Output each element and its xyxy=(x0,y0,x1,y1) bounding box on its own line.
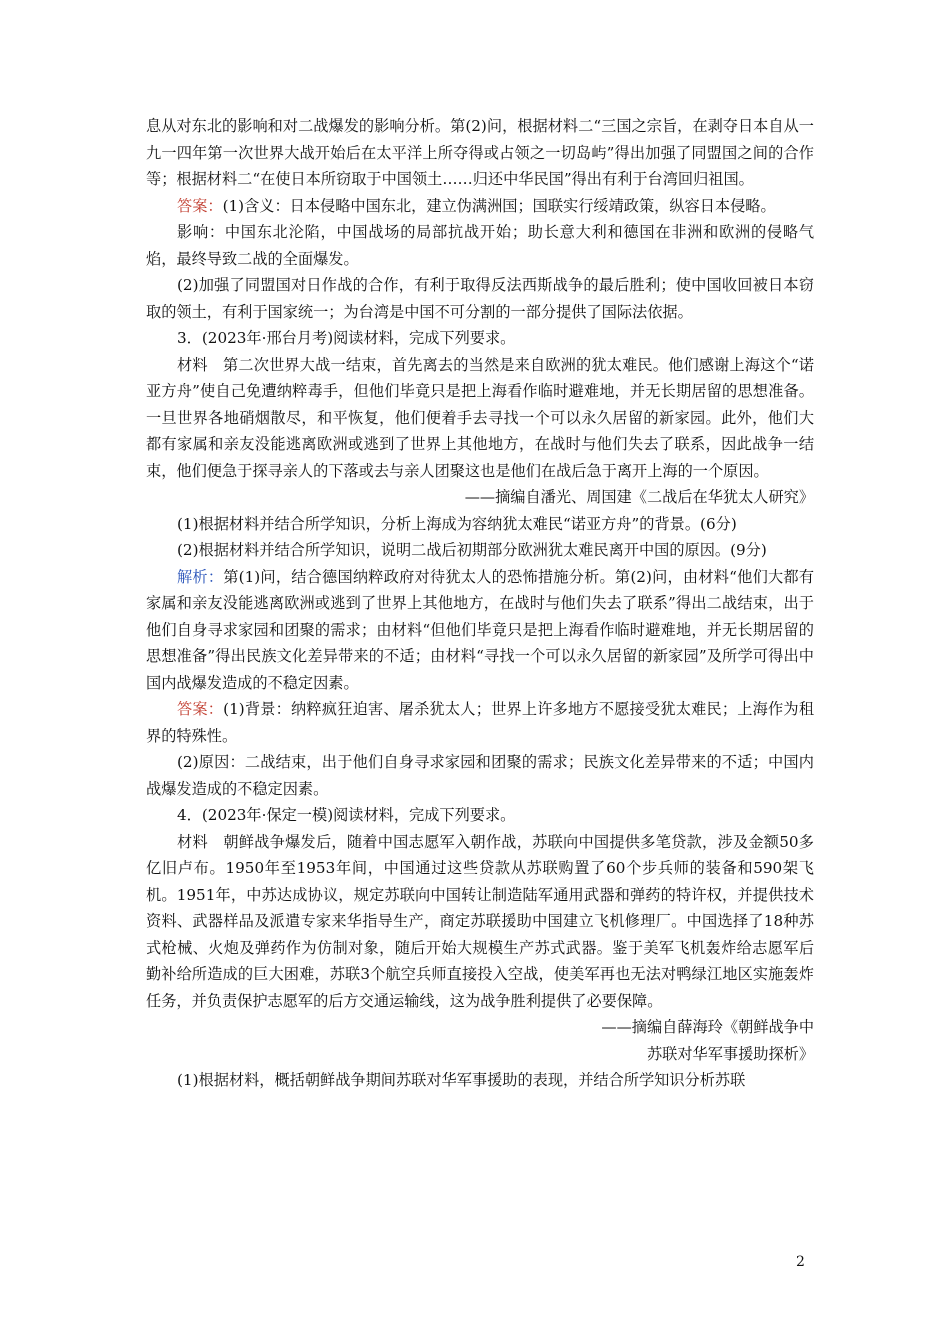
material-source: ——摘编自潘光、周国建《二战后在华犹太人研究》 xyxy=(464,488,814,506)
material-paragraph: 材料 朝鲜战争爆发后，随着中国志愿军入朝作战，苏联向中国提供多笔贷款，涉及金额50多亿旧卢布。1950年至1953年间，中国通过这些贷款从苏联购置了60个步兵师的装备和590架飞机。1951年，中苏达成协议，规定苏联向中国转让制造陆军通用武器和弹药的特许权，并提供技术资料、武器样品及派遣专家来华指导生产，商定苏联援助中国建立飞机修理厂。中国选择了18种苏式枪械、火炮及弹药作为仿制对象，随后开始大规模生产苏式武器。鉴于美军飞机轰炸给志愿军后勤补给所造成的巨大困难，苏联3个航空兵师直接投入空战，使美军再也无法对鸭绿江地区实施轰炸任务，并负责保护志愿军的后方交通运输线，这为战争胜利提供了必要保障。 xyxy=(146,832,814,1010)
answer-text: (1)背景：纳粹疯狂迫害、屠杀犹太人；世界上许多地方不愿接受犹太难民；上海作为租界的特殊性。 xyxy=(146,700,815,745)
answer-text: (1)含义：日本侵略中国东北，建立伪满洲国；国联实行绥靖政策，纵容日本侵略。 xyxy=(222,196,776,215)
answer-paragraph: 影响：中国东北沦陷，中国战场的局部抗战开始；助长意大利和德国在非洲和欧洲的侵略气焰，最终导致二战的全面爆发。 xyxy=(146,223,814,268)
analysis-text: 第(1)问，结合德国纳粹政府对待犹太人的恐怖措施分析。第(2)问，由材料“他们大都有家属和亲友没能逃离欧洲或逃到了世界上其他地方，在战时与他们失去了联系”得出二战结束，出于他们自身寻求家园和团聚的需求；由材料“但他们毕竟只是把上海看作临时避难地，并无长期居留的思想准备”得出民族文化差异带来的不适；由材料“寻找一个可以永久居留的新家园”及所学可得出中国内战爆发造成的不稳定因素。 xyxy=(146,567,815,692)
material-source: ——摘编自薛海玲《朝鲜战争中 xyxy=(601,1018,814,1036)
paragraph: 息从对东北的影响和对二战爆发的影响分析。第(2)问，根据材料二“三国之宗旨，在剥夺日本自从一九一四年第一次世界大战开始后在太平洋上所夺得或占领之一切岛屿”得出加强了同盟国之间的合作等；根据材料二“在使日本所窃取于中国领土……归还中华民国”得出有利于台湾回归祖国。 xyxy=(146,117,814,188)
analysis-label: 解析： xyxy=(177,567,224,586)
document-page xyxy=(146,113,814,1094)
answer-paragraph xyxy=(146,193,814,220)
analysis-paragraph xyxy=(146,564,814,697)
answer-label: 答案： xyxy=(177,700,224,718)
sub-question: (2)根据材料并结合所学知识，说明二战后初期部分欧洲犹太难民离开中国的原因。(9分) xyxy=(177,541,767,559)
page-number: 2 xyxy=(796,1254,805,1270)
answer-paragraph xyxy=(146,696,814,749)
sub-question: (1)根据材料，概括朝鲜战争期间苏联对华军事援助的表现，并结合所学知识分析苏联 xyxy=(177,1071,746,1089)
answer-paragraph: (2)原因：二战结束，出于他们自身寻求家园和团聚的需求；民族文化差异带来的不适；中国内战爆发造成的不稳定因素。 xyxy=(146,753,814,798)
question-title: 4．(2023年·保定一模)阅读材料，完成下列要求。 xyxy=(177,806,516,824)
material-paragraph: 材料 第二次世界大战一结束，首先离去的当然是来自欧洲的犹太难民。他们感谢上海这个“诺亚方舟”使自己免遭纳粹毒手，但他们毕竟只是把上海看作临时避难地，并无长期居留的思想准备。一旦世界各地硝烟散尽，和平恢复，他们便着手去寻找一个可以永久居留的新家园。此外，他们大都有家属和亲友没能逃离欧洲或逃到了世界上其他地方，在战时与他们失去了联系，因此战争一结束，他们便急于探寻亲人的下落或去与亲人团聚这也是他们在战后急于离开上海的一个原因。 xyxy=(146,355,814,480)
answer-label: 答案： xyxy=(177,196,223,215)
question-title: 3．(2023年·邢台月考)阅读材料，完成下列要求。 xyxy=(177,329,516,347)
sub-question: (1)根据材料并结合所学知识，分析上海成为容纳犹太难民“诺亚方舟”的背景。(6分) xyxy=(177,514,737,533)
answer-paragraph: (2)加强了同盟国对日作战的合作，有利于取得反法西斯战争的最后胜利；使中国收回被日本窃取的领土，有利于国家统一；为台湾是中国不可分割的一部分提供了国际法依据。 xyxy=(146,276,814,321)
material-source: 苏联对华军事援助探析》 xyxy=(646,1044,814,1063)
